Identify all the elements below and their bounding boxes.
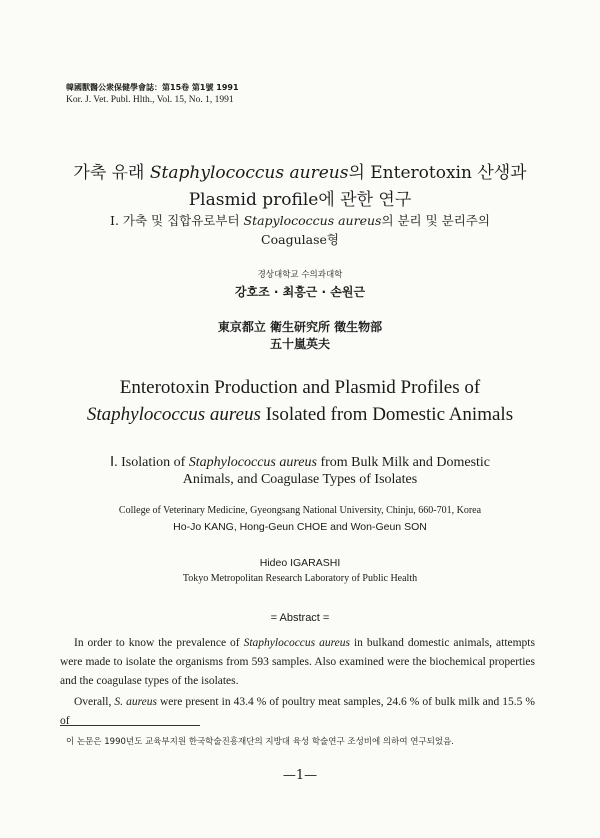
page-number: —1— [282, 768, 318, 783]
species-name: Staphylococcus aureus [86, 404, 261, 425]
english-authors: Ho-Jo KANG, Hong-Geun CHOE and Won-Geun SON [173, 521, 427, 533]
korean-subtitle-line1: Ⅰ. 가축 및 집합유로부터 Stapylococcus aureus의 분리 및 분리주의 [110, 213, 490, 228]
journal-header-english: Kor. J. Vet. Publ. Hlth., Vol. 15, No. 1, 1991 [66, 95, 234, 105]
footnote-divider [60, 725, 200, 726]
english-subtitle-line1: Ⅰ. Isolation of Staphylococcus aureus from Bulk Milk and Domestic [109, 455, 491, 470]
japanese-author: 五十嵐英夫 [269, 337, 330, 351]
second-author: Hideo IGARASHI [259, 557, 341, 569]
korean-authors: 강호조 · 최흥근 · 손원근 [234, 285, 366, 299]
korean-title-line2: Plasmid profile에 관한 연구 [188, 190, 412, 210]
abstract-paragraph-1: In order to know the prevalence of Staphylococcus aureus in bulkand domestic animals, attempts were made to isolate the organisms from 593 samples. Also examined were the biochemical properties and the coagulase types of the isolates. [60, 637, 535, 687]
species-name: S. aureus [114, 696, 157, 708]
english-subtitle-line2: Animals, and Coagulase Types of Isolates [182, 472, 418, 487]
japanese-affiliation: 東京都立 衛生研究所 徵生物部 [217, 320, 383, 334]
english-title-line1: Enterotoxin Production and Plasmid Profiles of [119, 377, 481, 398]
species-name: Staphylococcus aureus [188, 455, 317, 470]
species-name: Stapylococcus aureus [243, 213, 382, 228]
journal-header-korean: 韓國獸醫公衆保健學會誌：第15卷 第1號 1991 [66, 83, 239, 92]
journal-header [66, 82, 239, 106]
english-title-line2: Staphylococcus aureus Isolated from Domestic Animals [86, 404, 514, 425]
species-name: Staphylococcus aureus [243, 637, 350, 649]
english-affiliation: College of Veterinary Medicine, Gyeongsang National University, Chinju, 660-701, Korea [118, 505, 482, 516]
second-affiliation: Tokyo Metropolitan Research Laboratory of Public Health [182, 573, 418, 584]
korean-subtitle-line2: Coagulase형 [261, 232, 339, 247]
abstract-paragraph-2: Overall, S. aureus were present in 43.4 % of poultry meat samples, 24.6 % of bulk milk and 15.5 % of [60, 696, 535, 727]
footnote: 이 논문은 1990년도 교육부지원 한국학술진흥재단의 지방대 육성 학술연구 조성비에 의하여 연구되었음. [66, 737, 455, 747]
abstract-heading: = Abstract = [270, 612, 330, 624]
korean-affiliation: 경상대학교 수의과대학 [257, 270, 343, 280]
species-name: Staphylococcus aureus [149, 163, 349, 183]
korean-title-line1: 가축 유래 Staphylococcus aureus의 Enterotoxin 산생과 [73, 163, 527, 183]
